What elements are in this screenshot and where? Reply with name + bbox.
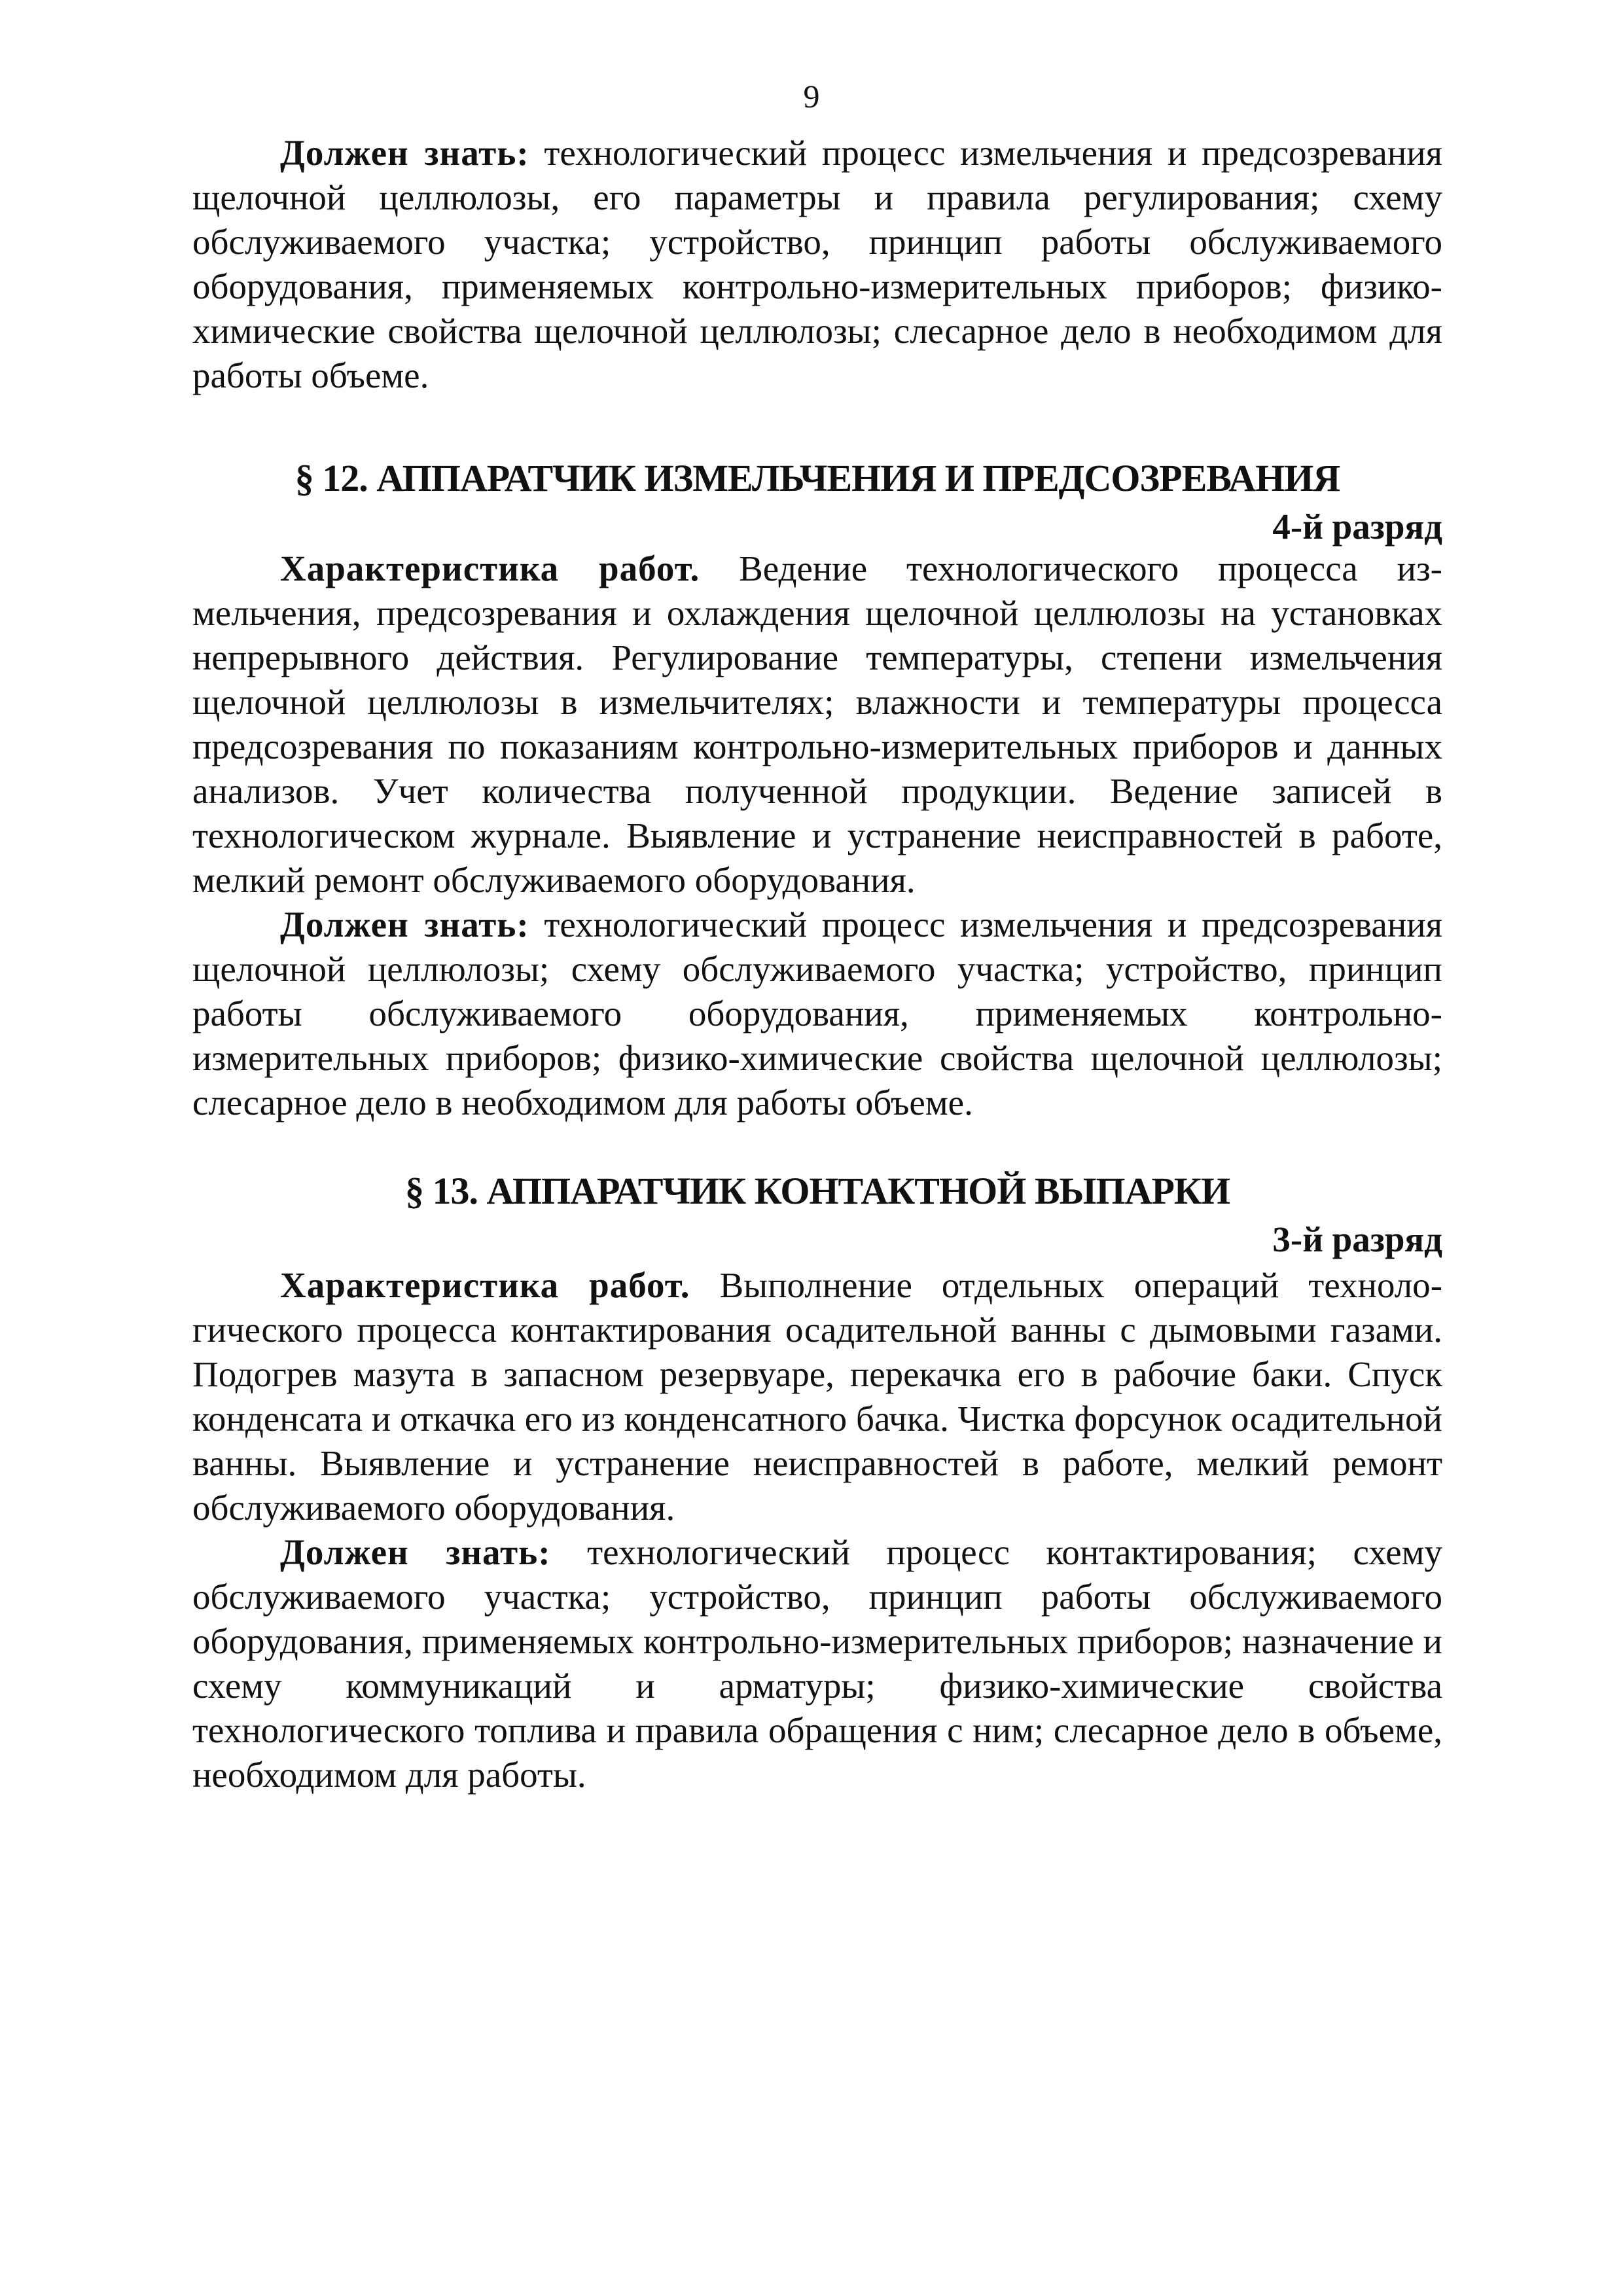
must-know-label: Должен знать: bbox=[280, 1532, 551, 1572]
must-know-label: Должен знать: bbox=[280, 905, 529, 944]
characteristics-text: Ведение технологического процесса измельчения, предсозревания и охлаждения щелочной целлюлозы на установках непрерывного действия. Регулирование температуры, степени измельчения щелочной целлюлозы в измельчителях; влажности и температуры процесса предсозревания по показаниям контрольно-измерительных приборов и данных анализов. Учет количества полученной продукции. Ведение записей в технологическом журнале. Выявление и устранение неисправностей в работе, мелкий ремонт обслуживаемого оборудования. bbox=[192, 548, 1442, 900]
section-12-grade: 4-й разряд bbox=[1272, 507, 1442, 547]
characteristics-text: Выполнение отдельных операций технологического процесса контактирования осадительной ванны с дымовыми газами. Подогрев мазута в запасном резервуаре, перекачка его в рабочие баки. Спуск конденсата и откачка его из конденсатного бачка. Чистка форсунок осадительной ванны. Выявление и устранение неисправностей в работе, мелкий ремонт обслуживаемого оборудования. bbox=[192, 1265, 1443, 1528]
characteristics-label: Характеристика работ. bbox=[280, 1265, 690, 1305]
must-know-text: технологический процесс измельчения и предсозревания щелочной целлюлозы; схему обслуживаемого участка; устройство, принцип работы обслуживаемого оборудования, применяемых контрольно-измерительных приборов; физико-химические свойства щелочной целлюлозы; слесарное дело в необходимом для работы объеме. bbox=[192, 905, 1442, 1122]
must-know-label: Должен знать: bbox=[280, 133, 529, 173]
section-12-characteristics-paragraph bbox=[192, 547, 1442, 903]
intro-paragraph-block bbox=[192, 131, 1442, 398]
section-12-must-know-paragraph bbox=[192, 903, 1442, 1125]
section-13-body bbox=[192, 1263, 1442, 1797]
section-13-grade: 3-й разряд bbox=[1272, 1219, 1442, 1259]
page-number: 9 bbox=[803, 78, 820, 115]
must-know-text: технологический процесс контактирования; схему обслуживаемого участка; устройство, принцип работы обслуживаемого оборудования, применяемых контрольно-измерительных приборов; назначение и схему коммуникаций и арматуры; физико-химические свойства технологического топлива и правила обращения с ним; слесарное дело в объеме, необходимом для работы. bbox=[192, 1532, 1442, 1795]
section-12-body bbox=[192, 547, 1442, 1125]
section-13-must-know-paragraph bbox=[192, 1530, 1442, 1797]
section-12-title: § 12. АППАРАТЧИК ИЗМЕЛЬЧЕНИЯ И ПРЕДСОЗРЕВАНИЯ bbox=[294, 457, 1340, 499]
characteristics-label: Характеристика работ. bbox=[280, 548, 700, 588]
intro-must-know-paragraph bbox=[192, 131, 1442, 398]
section-13-characteristics-paragraph bbox=[192, 1263, 1442, 1530]
section-13-title: § 13. АППАРАТЧИК КОНТАКТНОЙ ВЫПАРКИ bbox=[404, 1170, 1230, 1212]
must-know-text: технологический процесс измельчения и предсозревания щелочной целлюлозы, его параметры и правила регулирования; схему обслуживаемого участка; устройство, принцип работы обслуживаемого оборудования, применяемых контрольно-измерительных приборов; физико-химические свойства щелочной целлюлозы; слесарное дело в необходимом для работы объеме. bbox=[192, 133, 1442, 395]
